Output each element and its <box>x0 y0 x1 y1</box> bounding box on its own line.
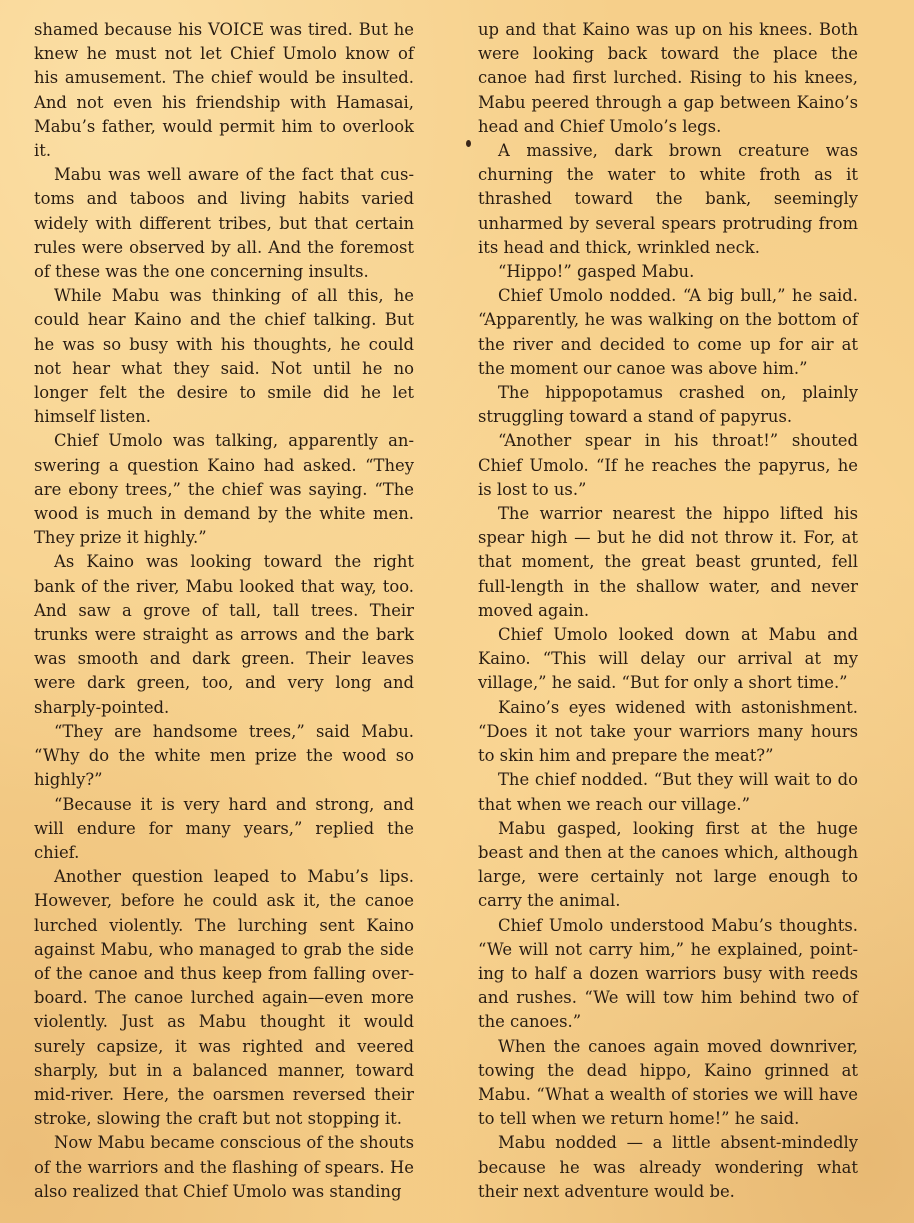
paragraph: “They are handsome trees,” said Mabu. “Why do the white men prize the wood so highly?” <box>34 721 414 790</box>
paragraph: Chief Umolo nodded. “A big bull,” he said. “Apparently, he was walking on the bottom of the river and decided to come up for air at the moment our canoe was above him.” <box>478 286 858 378</box>
paragraph: The hippopotamus crashed on, plainly struggling toward a stand of papyrus. <box>478 383 858 427</box>
paragraph: Chief Umolo looked down at Mabu and Kaino. “This will delay our arrival at my village,” he said. “But for only a short time.” <box>478 625 858 693</box>
paragraph: Another question leaped to Mabu’s lips. However, before he could ask it, the canoe lurched violently. The lurching sent Kaino against Mabu, who managed to grab the side of the canoe and thus keep from falling overboard. The canoe lurched again—even more violently. Just as Mabu thought it would surely capsize, it was righted and veered sharply, but in a balanced manner, toward mid-river. Here, the oarsmen reversed their stroke, slowing the craft but not stopping it. <box>34 867 414 1129</box>
left-text-column <box>34 18 414 1204</box>
paragraph: “Hippo!” gasped Mabu. <box>498 262 695 282</box>
paragraph: Now Mabu became conscious of the shouts of the warriors and the flashing of spears. He also realized that Chief Umolo was standing <box>34 1133 414 1201</box>
paragraph: The chief nodded. “But they will wait to do that when we reach our village.” <box>478 770 858 814</box>
paragraph: “Another spear in his throat!” shouted Chief Umolo. “If he reaches the papyrus, he is lost to us.” <box>478 431 858 499</box>
paragraph: “Because it is very hard and strong, and will endure for many years,” replied the chief. <box>34 794 414 862</box>
paragraph: Mabu nodded — a little absent-mindedly because he was already wondering what their next adventure would be. <box>478 1133 858 1201</box>
paragraph: shamed because his VOICE was tired. But he knew he must not let Chief Umolo know of his amusement. The chief would be insulted. And not even his friendship with Hamasai, Mabu’s father, would permit him to overlook it. <box>34 20 414 161</box>
paragraph: The warrior nearest the hippo lifted his spear high — but he did not throw it. For, at that moment, the great beast grunted, fell full-length in the shallow water, and never moved again. <box>478 504 858 620</box>
paragraph: Chief Umolo understood Mabu’s thoughts. “We will not carry him,” he explained, pointing to half a dozen warriors busy with reeds and rushes. “We will tow him behind two of the canoes.” <box>478 915 858 1032</box>
ink-speck <box>466 140 471 147</box>
paragraph: Kaino’s eyes widened with astonishment. “Does it not take your warriors many hours to skin him and prepare the meat?” <box>478 697 858 766</box>
paragraph: Chief Umolo was talking, apparently answering a question Kaino had asked. “They are ebony trees,” the chief was saying. “The wood is much in demand by the white men. They prize it highly.” <box>34 431 414 548</box>
paragraph: up and that Kaino was up on his knees. Both were looking back toward the place the canoe had first lurched. Rising to his knees, Mabu peered through a gap between Kaino’s head and Chief Umolo’s legs. <box>478 20 858 136</box>
paragraph: Mabu was well aware of the fact that customs and taboos and living habits varied widely with different tribes, but that certain rules were observed by all. And the foremost of these was the one concerning insults. <box>34 165 414 282</box>
paragraph: A massive, dark brown creature was churning the water to white froth as it thrashed toward the bank, seemingly unharmed by several spears protruding from its head and thick, wrinkled neck. <box>478 141 858 257</box>
paragraph: When the canoes again moved downriver, towing the dead hippo, Kaino grinned at Mabu. “What a wealth of stories we will have to tell when we return home!” he said. <box>478 1036 858 1129</box>
paragraph: As Kaino was looking toward the right bank of the river, Mabu looked that way, too. And saw a grove of tall, tall trees. Their trunks were straight as arrows and the bark was smooth and dark green. Their leaves were dark green, too, and very long and sharply-pointed. <box>34 552 414 717</box>
paragraph: Mabu gasped, looking first at the huge beast and then at the canoes which, although large, were certainly not large enough to carry the animal. <box>478 818 858 911</box>
paragraph: While Mabu was thinking of all this, he could hear Kaino and the chief talking. But he was so busy with his thoughts, he could not hear what they said. Not until he no longer felt the desire to smile did he let himself listen. <box>34 286 414 427</box>
right-text-column <box>478 18 858 1204</box>
